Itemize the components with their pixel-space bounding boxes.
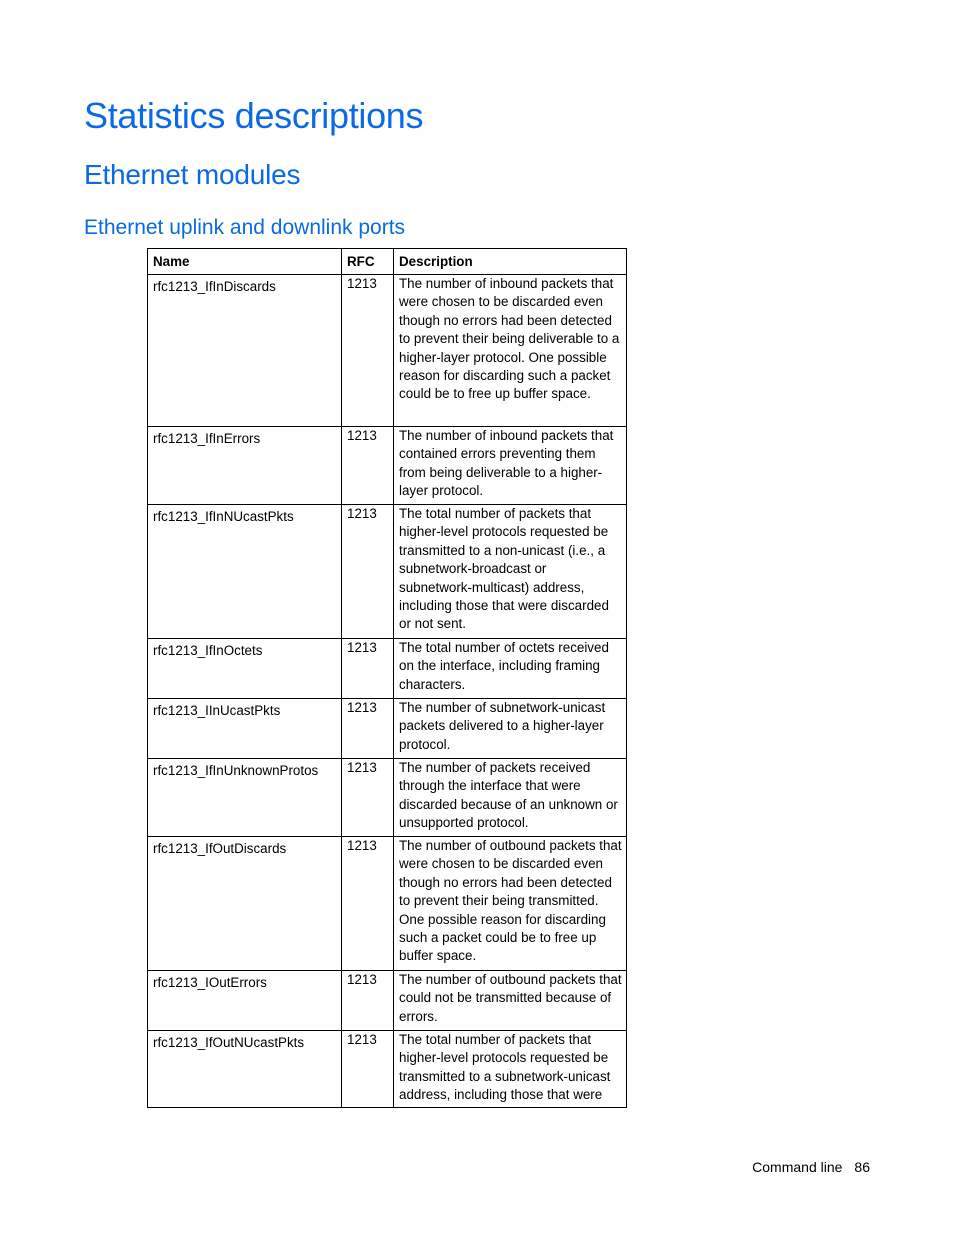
page-title: Statistics descriptions — [84, 95, 424, 136]
table-row — [148, 837, 627, 971]
stat-name: rfc1213_IfOutDiscards — [148, 837, 342, 971]
stat-description: The total number of packets that higher-level protocols requested be transmitted to a non-unicast (i.e., a subnetwork-broadcast or subnetwork-multicast) address, including those that were discarded or not sent. — [394, 505, 627, 639]
stat-description: The number of packets received through the interface that were discarded because of an unknown or unsupported protocol. — [394, 759, 627, 837]
table-row — [148, 275, 627, 427]
column-header-description: Description — [394, 249, 627, 275]
statistics-table — [147, 248, 627, 1108]
stat-description: The number of outbound packets that were chosen to be discarded even though no errors had been detected to prevent their being transmitted. One possible reason for discarding such a packet could be to free up buffer space. — [394, 837, 627, 971]
stat-description: The number of outbound packets that could not be transmitted because of errors. — [394, 971, 627, 1031]
table-header-row — [148, 249, 627, 275]
stat-description: The number of subnetwork-unicast packets delivered to a higher-layer protocol. — [394, 699, 627, 759]
table-row — [148, 505, 627, 639]
table-row — [148, 639, 627, 699]
stat-name: rfc1213_IfInUnknownProtos — [148, 759, 342, 837]
stat-rfc: 1213 — [342, 427, 394, 505]
stat-description: The total number of packets that higher-level protocols requested be transmitted to a subnetwork-unicast address, including those that were — [394, 1031, 627, 1108]
stat-rfc: 1213 — [342, 505, 394, 639]
stat-name: rfc1213_IfInErrors — [148, 427, 342, 505]
table-row — [148, 971, 627, 1031]
stat-rfc: 1213 — [342, 837, 394, 971]
stat-rfc: 1213 — [342, 759, 394, 837]
page-footer — [752, 1157, 870, 1177]
stat-name: rfc1213_IfInNUcastPkts — [148, 505, 342, 639]
stat-description: The number of inbound packets that contained errors preventing them from being deliverable to a higher-layer protocol. — [394, 427, 627, 505]
stat-rfc: 1213 — [342, 971, 394, 1031]
stat-rfc: 1213 — [342, 275, 394, 427]
table-row — [148, 759, 627, 837]
table-row — [148, 699, 627, 759]
table-row — [148, 427, 627, 505]
stat-rfc: 1213 — [342, 699, 394, 759]
column-header-rfc: RFC — [342, 249, 394, 275]
stat-description: The number of inbound packets that were chosen to be discarded even though no errors had been detected to prevent their being deliverable to a higher-layer protocol. One possible reason for discarding such a packet could be to free up buffer space. — [394, 275, 627, 427]
stat-name: rfc1213_IfOutNUcastPkts — [148, 1031, 342, 1108]
section-heading: Ethernet modules — [84, 159, 301, 190]
stat-name: rfc1213_IfInOctets — [148, 639, 342, 699]
stat-name: rfc1213_IInUcastPkts — [148, 699, 342, 759]
column-header-name: Name — [148, 249, 342, 275]
stat-rfc: 1213 — [342, 639, 394, 699]
subsection-heading: Ethernet uplink and downlink ports — [84, 216, 406, 239]
stat-name: rfc1213_IfInDiscards — [148, 275, 342, 427]
footer-section: Command line — [752, 1159, 843, 1175]
stat-description: The total number of octets received on the interface, including framing characters. — [394, 639, 627, 699]
page-number: 86 — [854, 1159, 870, 1175]
table-row — [148, 1031, 627, 1108]
stat-rfc: 1213 — [342, 1031, 394, 1108]
stat-name: rfc1213_IOutErrors — [148, 971, 342, 1031]
